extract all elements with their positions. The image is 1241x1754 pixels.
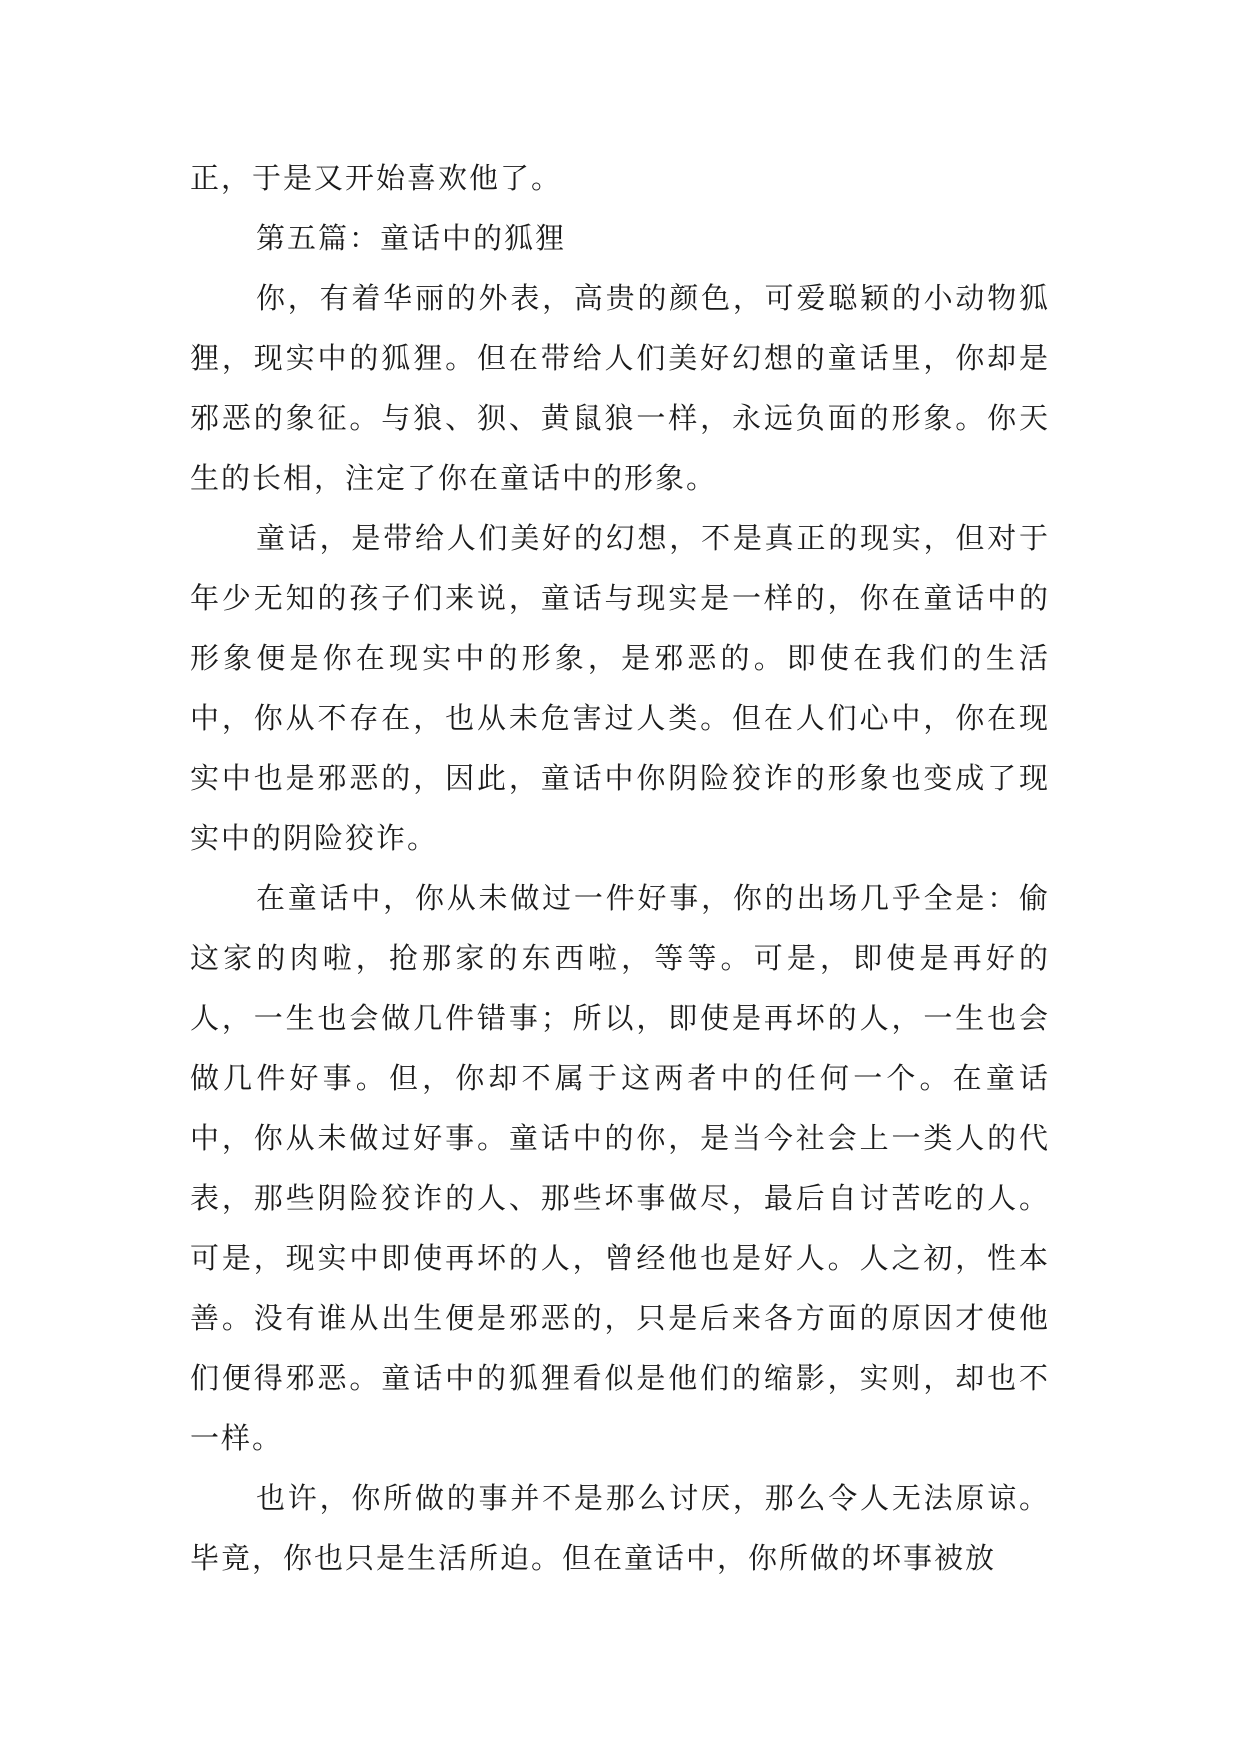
section-heading: 第五篇：童话中的狐狸	[256, 221, 567, 255]
document-body	[190, 148, 1050, 1588]
paragraph-continuation: 正，于是又开始喜欢他了。	[190, 161, 563, 195]
paragraph: 你，有着华丽的外表，高贵的颜色，可爱聪颖的小动物狐狸，现实中的狐狸。但在带给人们美好幻想的童话里，你却是邪恶的象征。与狼、狈、黄鼠狼一样，永远负面的形象。你天生的长相，注定了你在童话中的形象。	[190, 281, 1050, 495]
paragraph: 在童话中，你从未做过一件好事，你的出场几乎全是：偷这家的肉啦，抢那家的东西啦，等等。可是，即使是再好的人，一生也会做几件错事；所以，即使是再坏的人，一生也会做几件好事。但，你却不属于这两者中的任何一个。在童话中，你从未做过好事。童话中的你，是当今社会上一类人的代表，那些阴险狡诈的人、那些坏事做尽，最后自讨苦吃的人。可是，现实中即使再坏的人，曾经他也是好人。人之初，性本善。没有谁从出生便是邪恶的，只是后来各方面的原因才使他们便得邪恶。童话中的狐狸看似是他们的缩影，实则，却也不一样。	[190, 881, 1050, 1455]
paragraph: 也许，你所做的事并不是那么讨厌，那么令人无法原谅。毕竟，你也只是生活所迫。但在童话中，你所做的坏事被放	[190, 1481, 1050, 1575]
paragraph: 童话，是带给人们美好的幻想，不是真正的现实，但对于年少无知的孩子们来说，童话与现实是一样的，你在童话中的形象便是你在现实中的形象，是邪恶的。即使在我们的生活中，你从不存在，也从未危害过人类。但在人们心中，你在现实中也是邪恶的，因此，童话中你阴险狡诈的形象也变成了现实中的阴险狡诈。	[190, 521, 1050, 855]
